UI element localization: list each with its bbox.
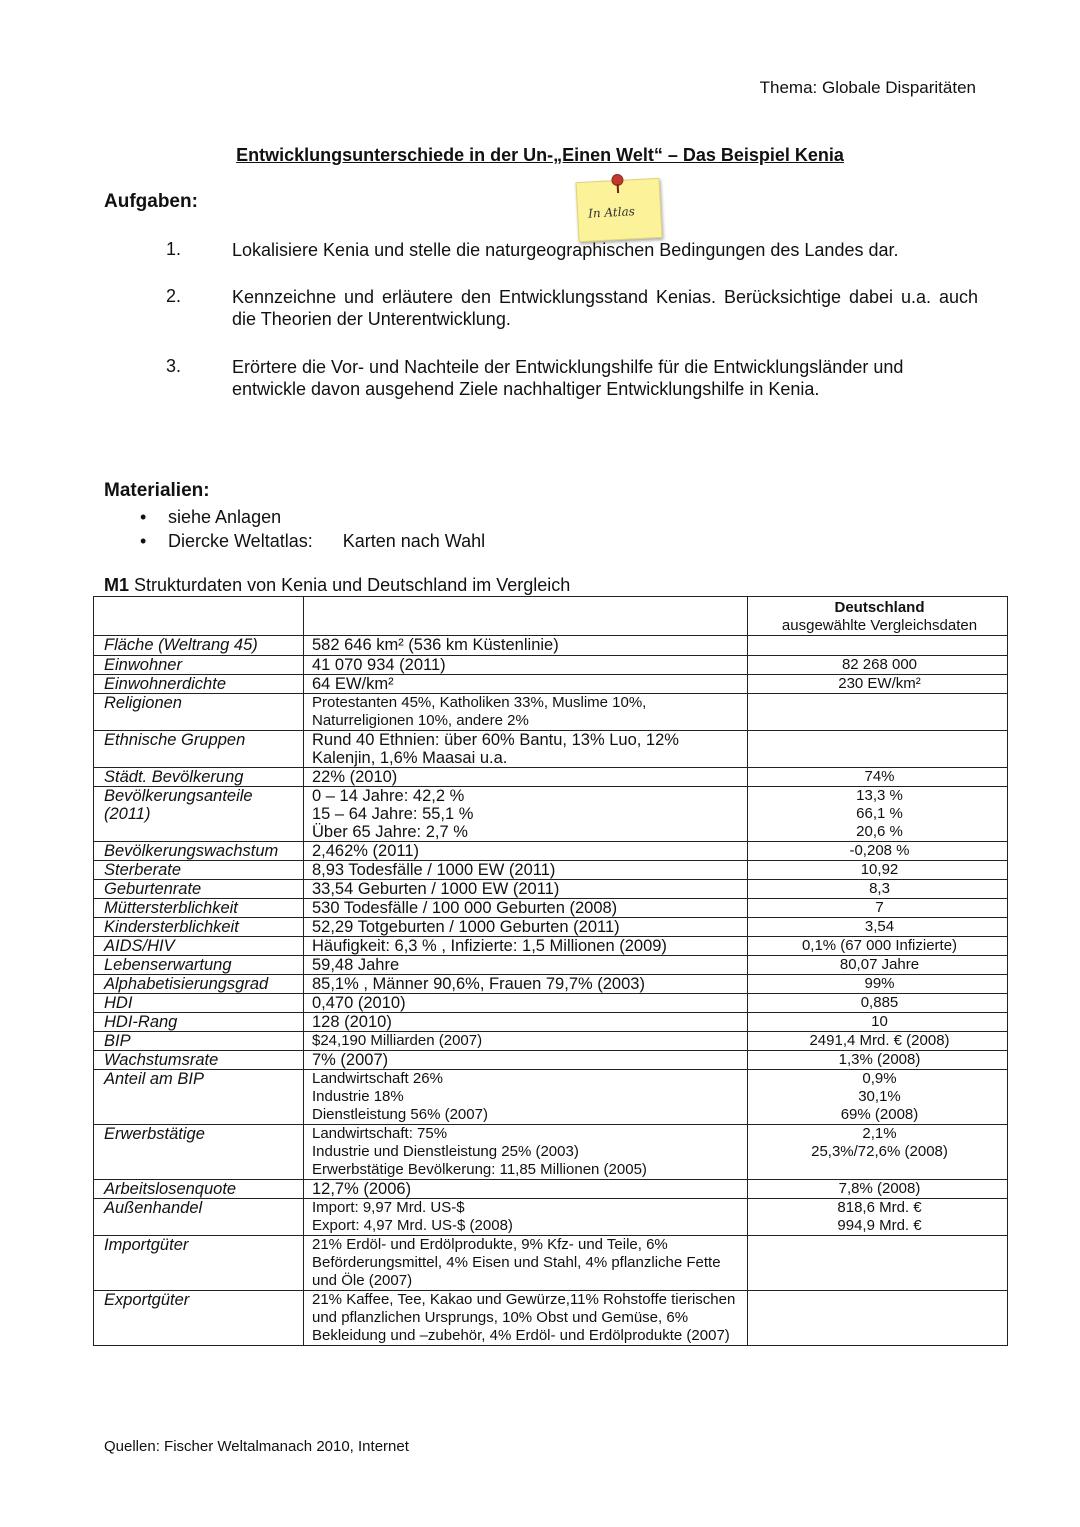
germany-value: 13,3 % 66,1 % 20,6 % bbox=[748, 787, 1008, 842]
row-label: Außenhandel bbox=[94, 1199, 304, 1236]
germany-value: -0,208 % bbox=[748, 842, 1008, 861]
kenia-value: Protestanten 45%, Katholiken 33%, Muslime 10%, Naturreligionen 10%, andere 2% bbox=[304, 694, 748, 731]
sticky-note bbox=[575, 178, 662, 242]
row-label: Erwerbstätige bbox=[94, 1125, 304, 1180]
germany-value: 230 EW/km² bbox=[748, 675, 1008, 694]
kenia-value: 21% Erdöl- und Erdölprodukte, 9% Kfz- und Teile, 6% Beförderungsmittel, 4% Eisen und Stahl, 4% pflanzliche Fette und Öle (2007) bbox=[304, 1236, 748, 1291]
kenia-value: 0 – 14 Jahre: 42,2 % 15 – 64 Jahre: 55,1 % Über 65 Jahre: 2,7 % bbox=[304, 787, 748, 842]
germany-value: 2,1% 25,3%/72,6% (2008) bbox=[748, 1125, 1008, 1180]
germany-value: 1,3% (2008) bbox=[748, 1051, 1008, 1070]
table-row bbox=[94, 861, 1008, 880]
table-caption bbox=[104, 575, 570, 596]
table-row bbox=[94, 731, 1008, 768]
germany-value: 82 268 000 bbox=[748, 656, 1008, 675]
germany-value: 10,92 bbox=[748, 861, 1008, 880]
page-title-text: Entwicklungsunterschiede in der Un-„Einen Welt“ – Das Beispiel Kenia bbox=[236, 145, 844, 165]
table-caption-label: M1 bbox=[104, 575, 130, 595]
row-label: Exportgüter bbox=[94, 1291, 304, 1346]
table-row bbox=[94, 1236, 1008, 1291]
kenia-value: 21% Kaffee, Tee, Kakao und Gewürze,11% Rohstoffe tierischen und pflanzlichen Ursprungs, 10% Obst und Gemüse, 6% Bekleidung und –zubehör, 4% Erdöl- und Erdölprodukte (2007) bbox=[304, 1291, 748, 1346]
row-label: Bevölkerungswachstum bbox=[94, 842, 304, 861]
list-item: • siehe Anlagen bbox=[140, 505, 485, 529]
kenia-value: 85,1% , Männer 90,6%, Frauen 79,7% (2003) bbox=[304, 975, 748, 994]
kenia-value: 64 EW/km² bbox=[304, 675, 748, 694]
header-cell-kenia bbox=[304, 597, 748, 636]
kenia-value: 8,93 Todesfälle / 1000 EW (2011) bbox=[304, 861, 748, 880]
row-label: Sterberate bbox=[94, 861, 304, 880]
germany-value: 0,9% 30,1% 69% (2008) bbox=[748, 1070, 1008, 1125]
row-label: Fläche (Weltrang 45) bbox=[94, 636, 304, 656]
kenia-value: 0,470 (2010) bbox=[304, 994, 748, 1013]
kenia-value: 22% (2010) bbox=[304, 768, 748, 787]
table-row bbox=[94, 1199, 1008, 1236]
table-row bbox=[94, 1013, 1008, 1032]
row-label: Wachstumsrate bbox=[94, 1051, 304, 1070]
row-label: Arbeitslosenquote bbox=[94, 1180, 304, 1199]
table-row bbox=[94, 675, 1008, 694]
germany-value bbox=[748, 694, 1008, 731]
germany-value: 7 bbox=[748, 899, 1008, 918]
table-row bbox=[94, 1180, 1008, 1199]
row-label: Bevölkerungsanteile (2011) bbox=[94, 787, 304, 842]
kenia-value: Import: 9,97 Mrd. US-$ Export: 4,97 Mrd. US-$ (2008) bbox=[304, 1199, 748, 1236]
table-row bbox=[94, 1291, 1008, 1346]
table-row bbox=[94, 880, 1008, 899]
header-de-sub: ausgewählte Vergleichsdaten bbox=[781, 617, 978, 634]
table-row bbox=[94, 1051, 1008, 1070]
kenia-value: 33,54 Geburten / 1000 EW (2011) bbox=[304, 880, 748, 899]
task-item bbox=[166, 239, 978, 261]
kenia-value: $24,190 Milliarden (2007) bbox=[304, 1032, 748, 1051]
table-row bbox=[94, 656, 1008, 675]
row-label: Alphabetisierungsgrad bbox=[94, 975, 304, 994]
row-label: Lebenserwartung bbox=[94, 956, 304, 975]
row-label: Einwohner bbox=[94, 656, 304, 675]
germany-value: 7,8% (2008) bbox=[748, 1180, 1008, 1199]
table-row bbox=[94, 899, 1008, 918]
kenia-value: 530 Todesfälle / 100 000 Geburten (2008) bbox=[304, 899, 748, 918]
row-label: Religionen bbox=[94, 694, 304, 731]
table-caption-text: Strukturdaten von Kenia und Deutschland im Vergleich bbox=[129, 575, 571, 595]
table-row bbox=[94, 994, 1008, 1013]
row-label: Müttersterblichkeit bbox=[94, 899, 304, 918]
materials-heading: Materialien: bbox=[104, 480, 210, 501]
germany-value bbox=[748, 636, 1008, 656]
header-cell-de bbox=[748, 597, 1008, 636]
list-item: • Diercke Weltatlas: Karten nach Wahl bbox=[140, 529, 485, 553]
table-row bbox=[94, 1070, 1008, 1125]
task-item bbox=[166, 286, 978, 330]
header-de-title: Deutschland bbox=[834, 599, 925, 616]
task-number: 3. bbox=[166, 356, 182, 376]
kenia-value: 2,462% (2011) bbox=[304, 842, 748, 861]
row-label: AIDS/HIV bbox=[94, 937, 304, 956]
table-row bbox=[94, 956, 1008, 975]
structure-data-table bbox=[93, 596, 1008, 1346]
germany-value: 818,6 Mrd. € 994,9 Mrd. € bbox=[748, 1199, 1008, 1236]
table-row bbox=[94, 694, 1008, 731]
task-text: Kennzeichne und erläutere den Entwicklungsstand Kenias. Berücksichtige dabei u.a. auch die Theorien der Unterentwicklung. bbox=[232, 287, 978, 329]
germany-value bbox=[748, 731, 1008, 768]
row-label: Einwohnerdichte bbox=[94, 675, 304, 694]
table-row bbox=[94, 768, 1008, 787]
sticky-note-text: In Atlas bbox=[587, 204, 636, 221]
table-row bbox=[94, 636, 1008, 656]
task-text: Lokalisiere Kenia und stelle die naturgeographischen Bedingungen des Landes dar. bbox=[232, 240, 899, 260]
row-label: HDI-Rang bbox=[94, 1013, 304, 1032]
germany-value: 80,07 Jahre bbox=[748, 956, 1008, 975]
kenia-value: 7% (2007) bbox=[304, 1051, 748, 1070]
table-row bbox=[94, 1125, 1008, 1180]
table-row bbox=[94, 975, 1008, 994]
kenia-value: 582 646 km² (536 km Küstenlinie) bbox=[304, 636, 748, 656]
row-label: Städt. Bevölkerung bbox=[94, 768, 304, 787]
row-label: Kindersterblichkeit bbox=[94, 918, 304, 937]
germany-value: 99% bbox=[748, 975, 1008, 994]
germany-value: 8,3 bbox=[748, 880, 1008, 899]
task-item bbox=[166, 356, 978, 400]
germany-value bbox=[748, 1291, 1008, 1346]
germany-value: 2491,4 Mrd. € (2008) bbox=[748, 1032, 1008, 1051]
row-label: Geburtenrate bbox=[94, 880, 304, 899]
germany-value: 0,1% (67 000 Infizierte) bbox=[748, 937, 1008, 956]
table-row bbox=[94, 918, 1008, 937]
row-label: BIP bbox=[94, 1032, 304, 1051]
row-label: Anteil am BIP bbox=[94, 1070, 304, 1125]
kenia-value: 59,48 Jahre bbox=[304, 956, 748, 975]
sources-note: Quellen: Fischer Weltalmanach 2010, Internet bbox=[104, 1438, 409, 1455]
table-header-row bbox=[94, 597, 1008, 636]
kenia-value: 12,7% (2006) bbox=[304, 1180, 748, 1199]
task-text: Erörtere die Vor- und Nachteile der Entwicklungshilfe für die Entwicklungsländer und entwickle davon ausgehend Ziele nachhaltiger Entwicklungshilfe in Kenia. bbox=[232, 357, 904, 399]
topic-label: Thema: Globale Disparitäten bbox=[759, 78, 976, 97]
kenia-value: 41 070 934 (2011) bbox=[304, 656, 748, 675]
kenia-value: 128 (2010) bbox=[304, 1013, 748, 1032]
row-label: Importgüter bbox=[94, 1236, 304, 1291]
kenia-value: Häufigkeit: 6,3 % , Infizierte: 1,5 Millionen (2009) bbox=[304, 937, 748, 956]
page-title bbox=[0, 145, 1080, 166]
germany-value bbox=[748, 1236, 1008, 1291]
germany-value: 0,885 bbox=[748, 994, 1008, 1013]
table-row bbox=[94, 937, 1008, 956]
task-number: 2. bbox=[166, 286, 182, 306]
table-row bbox=[94, 842, 1008, 861]
row-label: Ethnische Gruppen bbox=[94, 731, 304, 768]
header-cell-label bbox=[94, 597, 304, 636]
germany-value: 74% bbox=[748, 768, 1008, 787]
pushpin-icon bbox=[612, 175, 623, 186]
kenia-value: Rund 40 Ethnien: über 60% Bantu, 13% Luo, 12% Kalenjin, 1,6% Maasai u.a. bbox=[304, 731, 748, 768]
materials-list bbox=[140, 505, 485, 553]
table-row bbox=[94, 787, 1008, 842]
row-label: HDI bbox=[94, 994, 304, 1013]
germany-value: 10 bbox=[748, 1013, 1008, 1032]
kenia-value: 52,29 Totgeburten / 1000 Geburten (2011) bbox=[304, 918, 748, 937]
kenia-value: Landwirtschaft 26% Industrie 18% Dienstleistung 56% (2007) bbox=[304, 1070, 748, 1125]
task-number: 1. bbox=[166, 239, 182, 259]
table-row bbox=[94, 1032, 1008, 1051]
germany-value: 3,54 bbox=[748, 918, 1008, 937]
kenia-value: Landwirtschaft: 75% Industrie und Dienstleistung 25% (2003) Erwerbstätige Bevölkerung: 11,85 Millionen (2005) bbox=[304, 1125, 748, 1180]
tasks-heading: Aufgaben: bbox=[104, 191, 198, 212]
